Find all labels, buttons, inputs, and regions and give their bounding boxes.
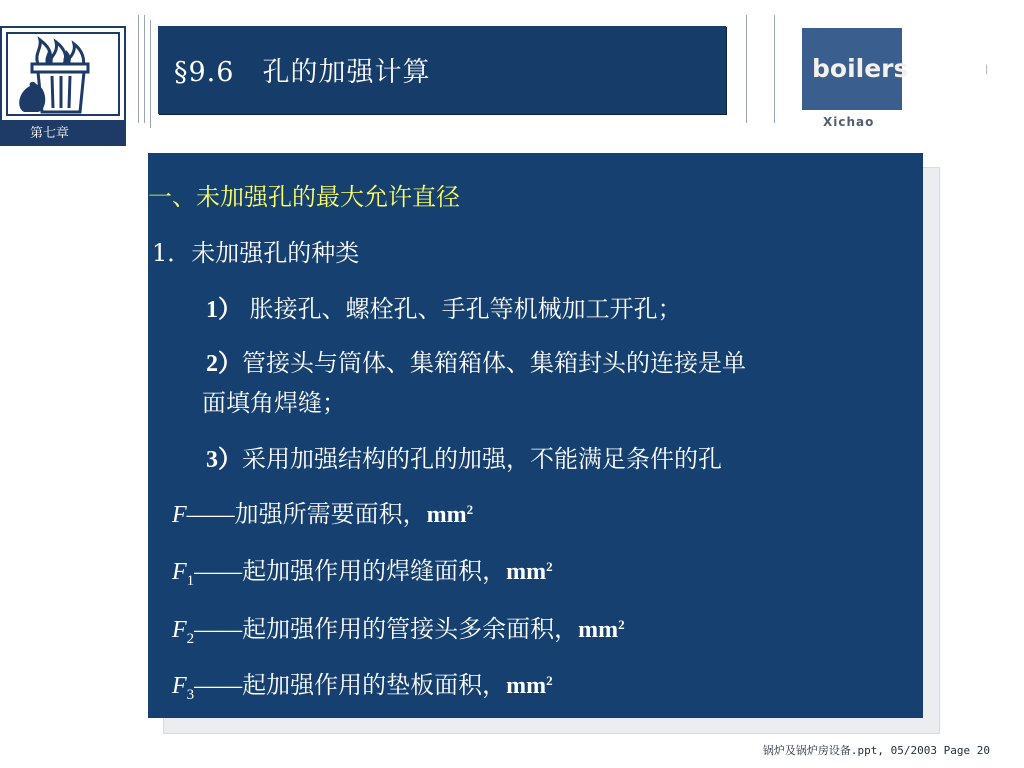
- divider: [150, 20, 151, 128]
- divider: [138, 15, 139, 123]
- formula-symbol: F: [172, 559, 187, 585]
- sub-item-text: 胀接孔、螺栓孔、手孔等机械加工开孔；: [242, 295, 682, 323]
- divider: [144, 15, 145, 123]
- formula-dash: ——: [194, 617, 243, 643]
- formula-symbol: F: [172, 617, 187, 643]
- formula-unit: mm: [578, 617, 619, 643]
- formula-line: [172, 551, 553, 590]
- sub-item-3: [206, 439, 722, 474]
- sub-item-number: 1）: [206, 297, 242, 323]
- chapter-logo: [0, 26, 126, 122]
- formula-subscript: 3: [186, 687, 195, 703]
- formula-line: [172, 665, 553, 704]
- page-title: §9.6 孔的加强计算: [174, 57, 431, 88]
- sub-item-2: [206, 343, 746, 378]
- formula-line: [172, 609, 625, 648]
- formula-unit-power: 2: [546, 559, 553, 574]
- formula-line: [172, 494, 473, 533]
- formula-dash: ——: [186, 502, 235, 528]
- formula-symbol: F: [172, 673, 187, 699]
- sub-item-number: 3）: [206, 447, 242, 473]
- item-1-label: 1．未加强孔的种类: [152, 239, 360, 267]
- formula-unit-power: 2: [618, 617, 625, 632]
- burning-bin-icon: [8, 34, 122, 118]
- brand-subtext: Xichao: [823, 115, 875, 129]
- content-panel: [148, 153, 923, 718]
- decorative-mark: |: [985, 64, 989, 75]
- formula-unit-power: 2: [546, 673, 553, 688]
- boilers-logo: [802, 28, 909, 110]
- sub-item-2-continued: 面填角焊缝；: [202, 389, 346, 417]
- formula-symbol: F: [172, 502, 187, 528]
- formula-subscript: 1: [186, 573, 195, 589]
- formula-description: 起加强作用的垫板面积，: [242, 671, 507, 699]
- formula-subscript: 2: [186, 631, 195, 647]
- sub-item-text: 管接头与筒体、集箱箱体、集箱封头的连接是单: [242, 349, 746, 377]
- formula-description: 加强所需要面积，: [234, 500, 427, 528]
- chapter-tag: 第七章: [0, 122, 126, 146]
- sub-item-number: 2）: [206, 351, 242, 377]
- brand-text: boilers: [812, 54, 909, 83]
- slide-footer: 锅炉及锅炉房设备.ppt, 05/2003 Page 20: [762, 744, 990, 757]
- formula-dash: ——: [194, 559, 243, 585]
- formula-description: 起加强作用的焊缝面积，: [242, 557, 507, 585]
- formula-unit: mm: [506, 673, 547, 699]
- formula-unit: mm: [506, 559, 547, 585]
- formula-unit: mm: [426, 502, 467, 528]
- title-bar: [158, 26, 726, 114]
- formula-description: 起加强作用的管接头多余面积，: [242, 615, 579, 643]
- logo-frame: [6, 32, 120, 116]
- divider: [774, 15, 775, 123]
- section-heading: 一、未加强孔的最大允许直径: [148, 183, 460, 211]
- divider: [746, 15, 747, 123]
- sub-item-1: [206, 289, 682, 324]
- sub-item-text: 采用加强结构的孔的加强，不能满足条件的孔: [242, 445, 722, 473]
- formula-unit-power: 2: [466, 502, 474, 517]
- formula-dash: ——: [194, 673, 243, 699]
